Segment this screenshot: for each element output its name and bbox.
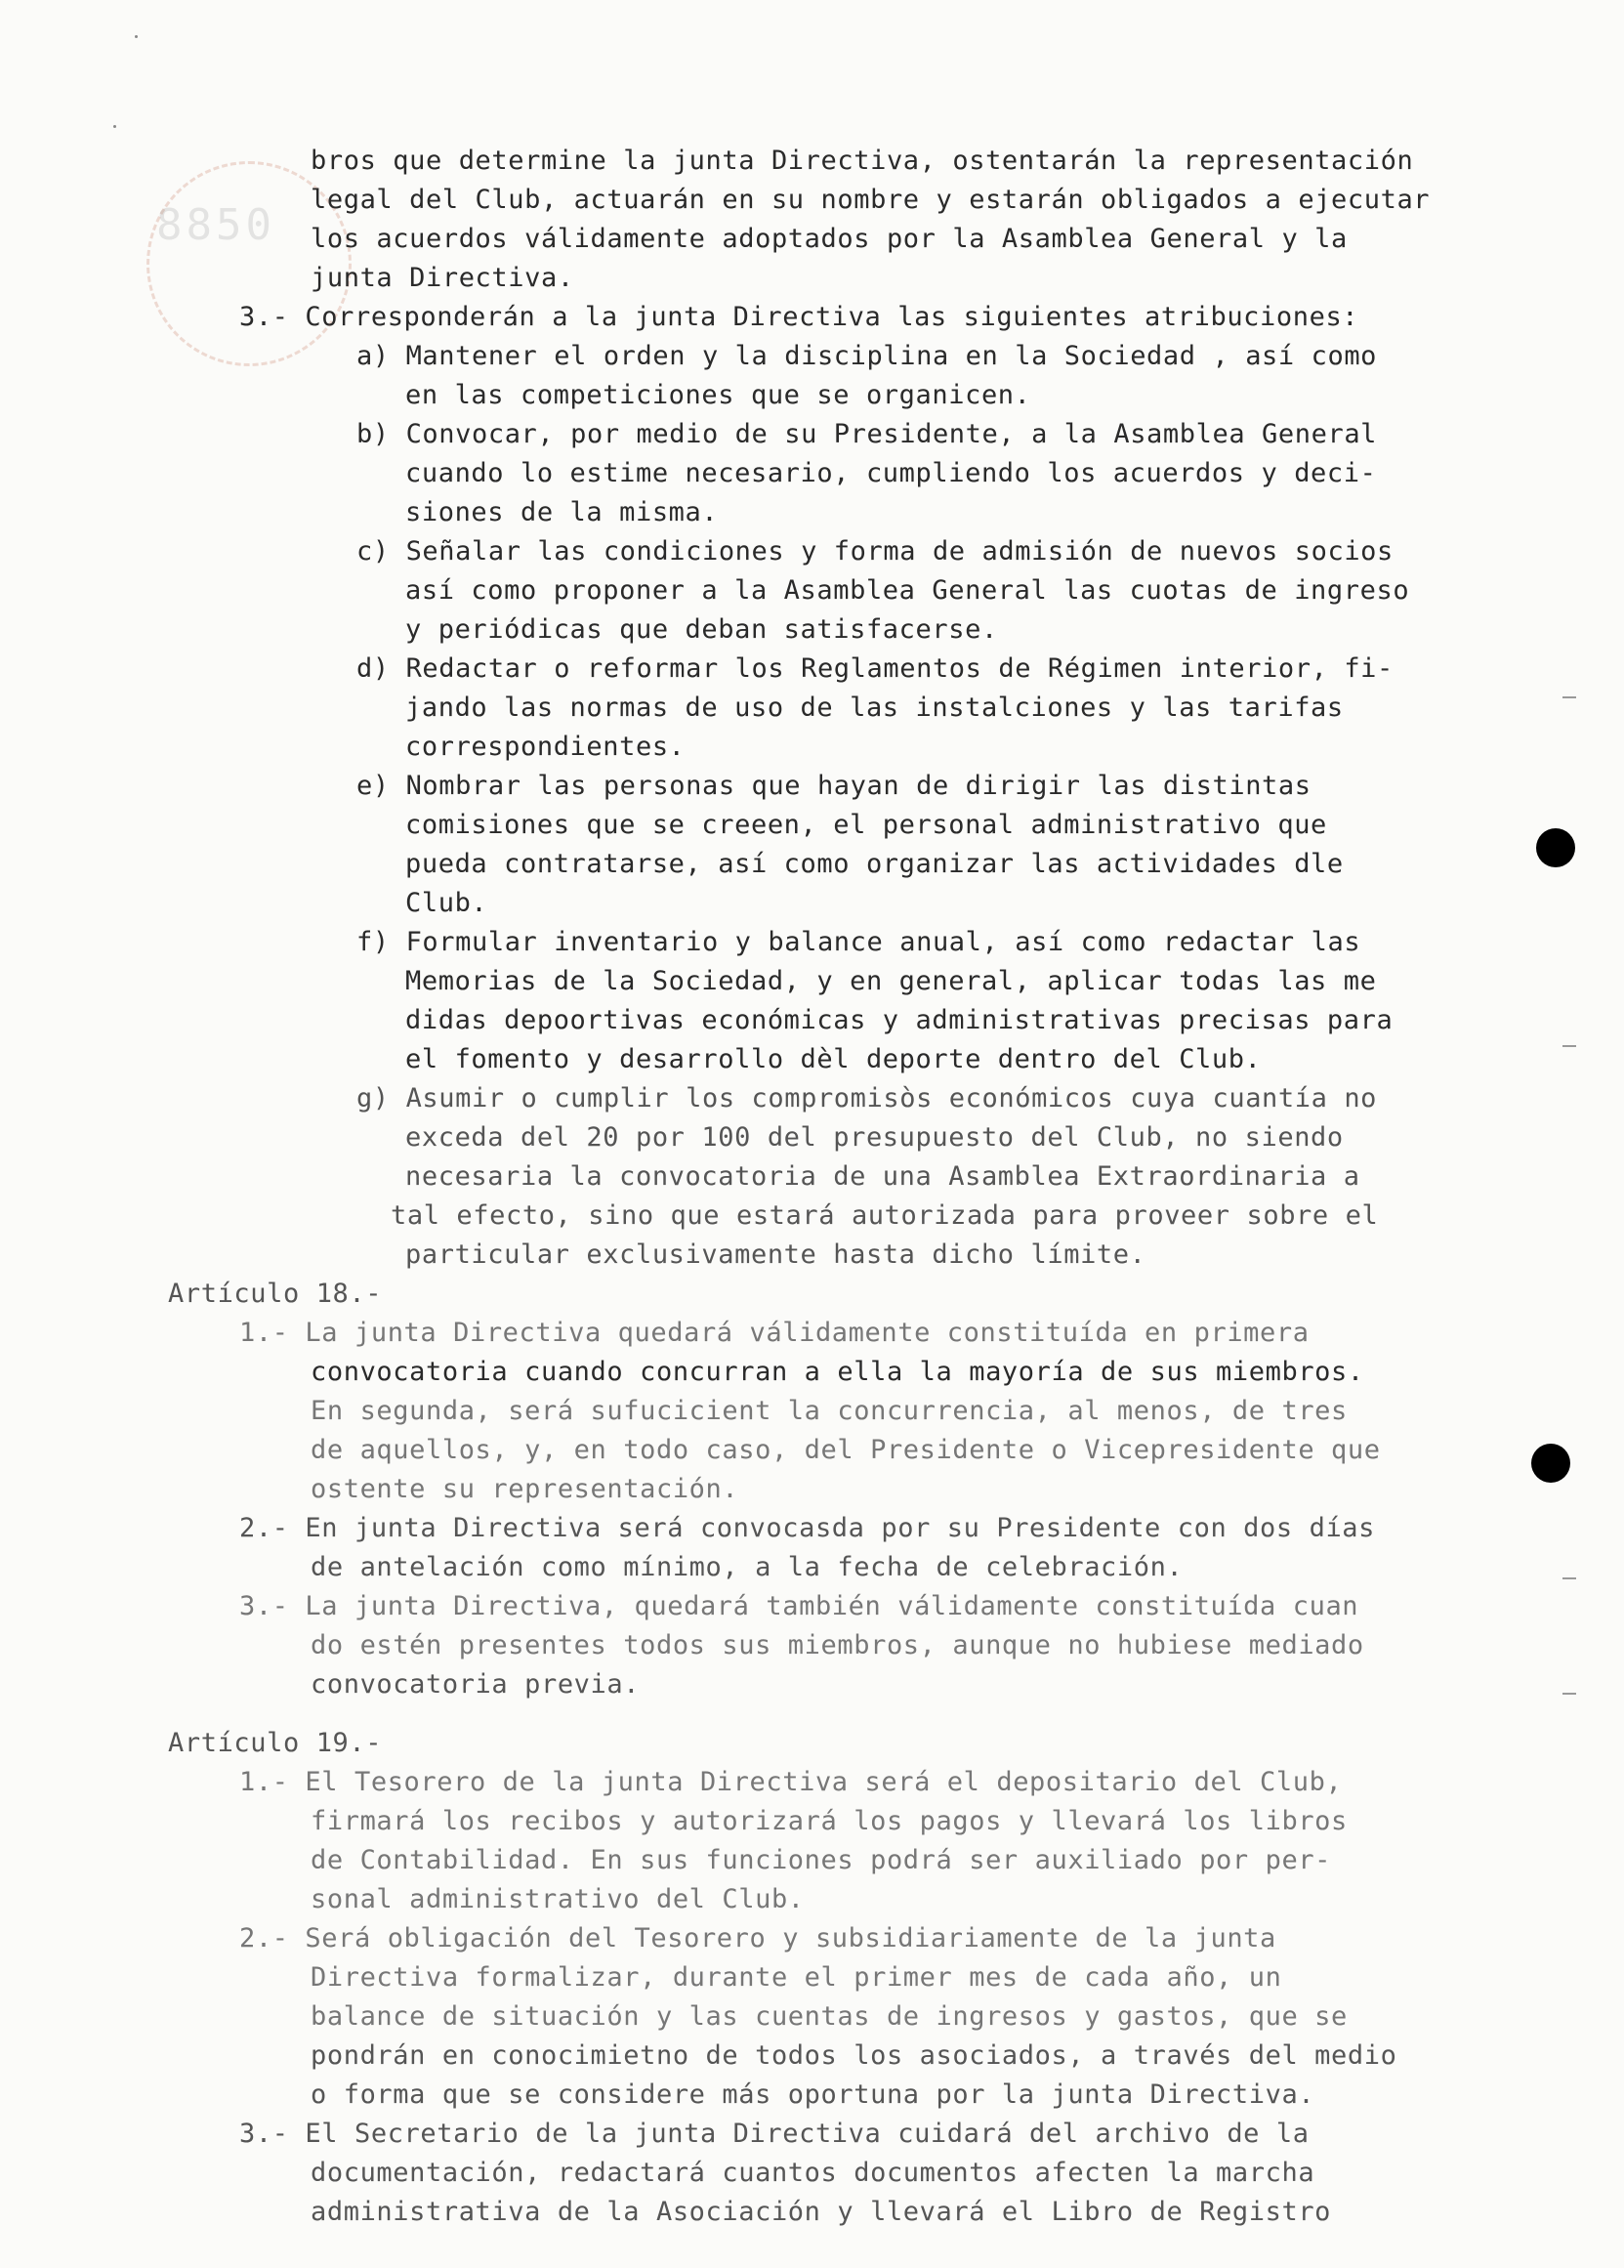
text-line: documentación, redactará cuantos documentos afecten la marcha <box>311 2158 1315 2188</box>
text-line: los acuerdos válidamente adoptados por la Asamblea General y la <box>311 224 1348 254</box>
text-line: pueda contratarse, así como organizar las actividades dle <box>405 849 1344 879</box>
text-line: Club. <box>405 888 488 918</box>
text-line: En segunda, será sufucicient la concurrencia, al menos, de tres <box>311 1396 1348 1426</box>
text-line: 2.- Será obligación del Tesorero y subsidiariamente de la junta <box>239 1923 1276 1953</box>
text-line: en las competiciones que se organicen. <box>405 380 1031 410</box>
text-line: convocatoria previa. <box>311 1669 641 1700</box>
text-line: a) Mantener el orden y la disciplina en la Sociedad , así como <box>356 341 1378 371</box>
text-line: correspondientes. <box>405 732 686 762</box>
text-line: b) Convocar, por medio de su Presidente, a la Asamblea General <box>356 419 1378 449</box>
text-line: 3.- El Secretario de la junta Directiva cuidará del archivo de la <box>239 2119 1310 2149</box>
text-line: e) Nombrar las personas que hayan de dirigir las distintas <box>356 771 1312 801</box>
margin-mark <box>1562 696 1576 698</box>
text-line: sonal administrativo del Club. <box>311 1884 805 1914</box>
text-line: particular exclusivamente hasta dicho límite. <box>405 1239 1146 1270</box>
text-line: y periódicas que deban satisfacerse. <box>405 614 998 645</box>
margin-mark <box>1562 1693 1576 1695</box>
text-line: necesaria la convocatoria de una Asamblea Extraordinaria a <box>405 1161 1360 1192</box>
text-line: exceda del 20 por 100 del presupuesto del Club, no siendo <box>405 1122 1344 1153</box>
binder-hole-2 <box>1531 1444 1570 1483</box>
text-line: cuando lo estime necesario, cumpliendo los acuerdos y deci- <box>405 458 1377 488</box>
margin-mark <box>1562 1045 1576 1047</box>
text-line: 1.- El Tesorero de la junta Directiva será el depositario del Club, <box>239 1767 1343 1797</box>
text-line: siones de la misma. <box>405 497 719 527</box>
binder-hole-1 <box>1536 828 1575 867</box>
text-line: firmará los recibos y autorizará los pagos y llevará los libros <box>311 1806 1348 1836</box>
text-line: 1.- La junta Directiva quedará válidamente constituída en primera <box>239 1318 1310 1348</box>
text-line: c) Señalar las condiciones y forma de admisión de nuevos socios <box>356 536 1394 567</box>
text-line: do estén presentes todos sus miembros, aunque no hubiese mediado <box>311 1630 1364 1660</box>
margin-speck <box>113 125 116 128</box>
text-line: el fomento y desarrollo dèl deporte dentro del Club. <box>405 1044 1262 1074</box>
text-line: ostente su representación. <box>311 1474 739 1504</box>
text-line: Directiva formalizar, durante el primer mes de cada año, un <box>311 1962 1282 1993</box>
text-line: pondrán en conocimietno de todos los asociados, a través del medio <box>311 2040 1397 2071</box>
margin-mark <box>1562 1577 1576 1579</box>
text-line: bros que determine la junta Directiva, ostentarán la representación <box>311 146 1414 176</box>
text-line: balance de situación y las cuentas de ingresos y gastos, que se <box>311 2001 1348 2032</box>
text-line: Memorias de la Sociedad, y en general, aplicar todas las me <box>405 966 1377 996</box>
text-line: f) Formular inventario y balance anual, así como redactar las <box>356 927 1361 957</box>
text-line: junta Directiva. <box>311 263 574 293</box>
text-line: tal efecto, sino que estará autorizada para proveer sobre el <box>391 1200 1379 1231</box>
text-line: administrativa de la Asociación y llevará el Libro de Registro <box>311 2197 1332 2227</box>
text-line: legal del Club, actuarán en su nombre y estarán obligados a ejecutar <box>311 185 1431 215</box>
text-line: de aquellos, y, en todo caso, del Presidente o Vicepresidente que <box>311 1435 1381 1465</box>
stamp-number: 8850 <box>156 200 275 250</box>
text-line: convocatoria cuando concurran a ella la mayoría de sus miembros. <box>311 1357 1364 1387</box>
text-line: de Contabilidad. En sus funciones podrá ser auxiliado por per- <box>311 1845 1332 1875</box>
text-line: d) Redactar o reformar los Reglamentos de Régimen interior, fi- <box>356 653 1394 684</box>
text-line: jando las normas de uso de las instalciones y las tarifas <box>405 693 1344 723</box>
text-line: así como proponer a la Asamblea General las cuotas de ingreso <box>405 575 1410 606</box>
text-line: comisiones que se creeen, el personal administrativo que <box>405 810 1327 840</box>
text-line: Artículo 18.- <box>168 1279 383 1309</box>
text-line: didas depoortivas económicas y administrativas precisas para <box>405 1005 1394 1035</box>
text-line: de antelación como mínimo, a la fecha de celebración. <box>311 1552 1184 1582</box>
text-line: Artículo 19.- <box>168 1728 383 1758</box>
text-line: o forma que se considere más oportuna por la junta Directiva. <box>311 2079 1315 2110</box>
text-line: 2.- En junta Directiva será convocasda por su Presidente con dos días <box>239 1513 1376 1543</box>
text-line: g) Asumir o cumplir los compromisòs económicos cuya cuantía no <box>356 1083 1378 1113</box>
text-line: 3.- Corresponderán a la junta Directiva las siguientes atribuciones: <box>239 302 1359 332</box>
text-line: 3.- La junta Directiva, quedará también válidamente constituída cuan <box>239 1591 1359 1621</box>
margin-speck <box>135 35 138 38</box>
